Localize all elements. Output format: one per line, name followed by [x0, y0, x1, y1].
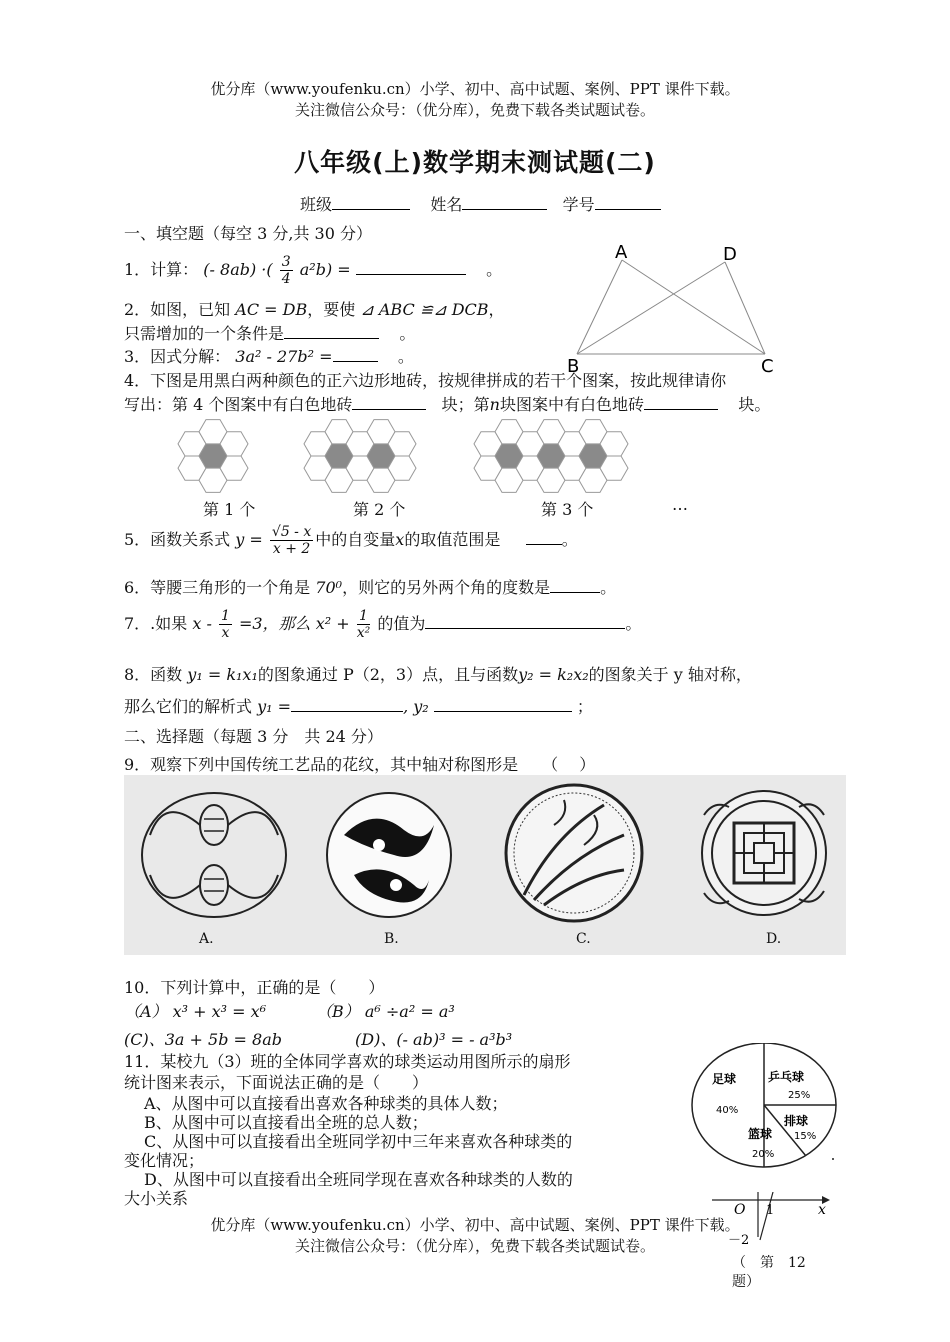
question-9: 9．观察下列中国传统工艺品的花纹，其中轴对称图形是 （ ）	[124, 755, 596, 774]
option-d-image[interactable]	[702, 791, 826, 915]
q3-end: 。	[397, 347, 414, 366]
question-7	[124, 608, 641, 641]
q1-frac-den: 4	[281, 271, 291, 287]
q1-answer-blank[interactable]	[356, 259, 466, 275]
q4-text-d: 块。	[738, 395, 771, 414]
pattern-images-panel	[124, 775, 846, 955]
number-field[interactable]	[595, 194, 661, 210]
q11-option-b[interactable]: B、从图中可以直接看出全班的总人数；	[144, 1113, 428, 1132]
q6-end: 。	[600, 578, 617, 597]
question-3	[124, 344, 414, 367]
q4-n: n	[489, 395, 500, 414]
vertex-c-label: C	[761, 356, 774, 377]
pie-pct-volleyball: 15%	[794, 1131, 817, 1142]
q8-text-b: 的图象通过 P（2，3）点，且与函数	[257, 665, 519, 684]
pie-label-basketball: 篮球	[748, 1127, 773, 1141]
q5-end: 。	[561, 530, 578, 549]
pattern-1-label: 第 1 个	[203, 500, 256, 519]
option-b-image[interactable]	[327, 793, 451, 917]
q8-answer-blank-1[interactable]	[291, 696, 403, 712]
q6-text-a: 6．等腰三角形的一个角是	[124, 578, 311, 597]
pattern-3-label: 第 3 个	[541, 500, 594, 519]
question-8-line-2	[124, 694, 593, 717]
x-axis-label: x	[818, 1202, 826, 1218]
q10-option-d[interactable]: (D)、(- ab)³ = - a³b³	[355, 1030, 513, 1049]
question-10: 10．下列计算中，正确的是（ ）	[124, 978, 385, 997]
vertex-b-label: B	[567, 356, 580, 377]
name-label: 姓名	[430, 195, 463, 214]
origin-label: O	[734, 1202, 746, 1218]
pie-chart	[688, 1043, 848, 1173]
q7-end: 。	[625, 614, 642, 633]
q5-num: √5 - x	[271, 524, 312, 540]
tick-minus2-label: －2	[728, 1233, 750, 1248]
q1-expr: (- 8ab) ·(	[203, 260, 273, 279]
pattern-2-label: 第 2 个	[353, 500, 406, 519]
class-label: 班级	[300, 195, 333, 214]
q3-prefix: 3．因式分解：	[124, 347, 231, 366]
q8-text-c: 的图象关于 y 轴对称，	[588, 665, 752, 684]
q6-angle: 70⁰	[315, 578, 343, 597]
question-11-line-2: 统计图来表示，下面说法正确的是（ ）	[124, 1073, 429, 1092]
q2-condition: AC = DB	[235, 300, 308, 319]
question-2-line-1	[124, 297, 505, 320]
q12-caption-1: （ 第 12	[732, 1255, 806, 1271]
q7-fraction-2	[357, 608, 371, 641]
header-line-2: 关注微信公众号：（优分库），免费下载各类试题试卷。	[294, 101, 655, 119]
q6-text-b: ，则它的另外两个角的度数是	[342, 578, 551, 597]
q8-text-d: 那么它们的解析式	[124, 697, 253, 716]
question-8-line-1	[124, 662, 752, 685]
q1-fraction	[280, 254, 293, 287]
q4-text-b: 块；第	[441, 395, 490, 414]
q4-text-a: 写出：第 4 个图案中有白色地砖	[124, 395, 353, 414]
question-5	[124, 524, 578, 557]
triangle-figure	[565, 238, 795, 380]
q8-end: ；	[576, 697, 593, 716]
q12-caption-2: 题）	[732, 1274, 760, 1290]
q8-y2: , y₂	[403, 697, 429, 716]
q7-text-b: 的值为	[377, 614, 426, 633]
vertex-a-label: A	[615, 242, 628, 263]
name-field[interactable]	[462, 194, 547, 210]
pie-label-volleyball: 排球	[784, 1114, 809, 1128]
q6-answer-blank[interactable]	[550, 577, 600, 593]
q7-expr3: x² +	[315, 614, 350, 633]
pie-pct-basketball: 20%	[752, 1149, 775, 1160]
option-d-label[interactable]: D.	[766, 931, 782, 947]
q8-y1: y₁ =	[257, 697, 292, 716]
footer-line-2: 关注微信公众号：（优分库），免费下载各类试题试卷。	[294, 1237, 655, 1255]
question-4-line-1: 4．下图是用黑白两种颜色的正六边形地砖，按规律拼成的若干个图案，按此规律请你	[124, 371, 727, 390]
q4-text-c: 块图案中有白色地砖	[499, 395, 644, 414]
hexagon-patterns	[170, 414, 710, 502]
pie-pct-pingpong: 25%	[788, 1090, 811, 1101]
question-1	[124, 254, 502, 287]
section-1-heading: 一、填空题（每空 3 分,共 30 分）	[124, 224, 372, 243]
edge-ac	[622, 260, 765, 354]
q2-text-d: 只需增加的一个条件是	[124, 324, 285, 343]
q8-answer-blank-2[interactable]	[434, 696, 572, 712]
q11-option-c-line-1[interactable]: C、从图中可以直接看出全班同学初中三年来喜欢各种球类的	[144, 1132, 573, 1151]
student-info	[300, 192, 661, 215]
q10-option-a[interactable]: （A） x³ + x³ = x⁶	[124, 1002, 267, 1021]
q2-text-b: ，要使	[307, 300, 356, 319]
q7-text-a: 7．.如果	[124, 614, 188, 633]
q3-expr: 3a² - 27b² =	[235, 347, 333, 366]
q10-option-c[interactable]: (C)、3a + 5b = 8ab	[124, 1030, 282, 1049]
question-4-line-2	[124, 392, 770, 415]
q5-y: y =	[235, 530, 263, 549]
q7-answer-blank[interactable]	[425, 613, 625, 629]
option-a-image[interactable]	[142, 793, 286, 917]
q7-frac2-num: 1	[357, 608, 371, 625]
q2-text-a: 2．如图，已知	[124, 300, 231, 319]
q7-frac1-den: x	[221, 625, 230, 641]
pie-label-football: 足球	[712, 1072, 737, 1086]
option-b-label[interactable]: B.	[384, 931, 399, 947]
q5-text-b: 中的自变量	[315, 530, 396, 549]
q7-expr2: =3，那么	[239, 614, 311, 633]
q11-option-d-line-1[interactable]: D、从图中可以直接看出全班同学现在喜欢各种球类的人数的	[144, 1170, 573, 1189]
header-line-1: 优分库（www.youfenku.cn）小学、初中、高中试题、案例、PPT 课件下载。	[210, 80, 740, 98]
pattern-ellipsis: …	[672, 495, 688, 514]
question-6	[124, 575, 616, 598]
pie-label-pingpong: 乒乓球	[768, 1070, 805, 1084]
q2-congruence: ⊿ ABC ≌⊿ DCB	[360, 300, 489, 319]
q5-fraction	[270, 524, 313, 557]
q11-option-d-line-2: 大小关系	[124, 1189, 189, 1208]
option-c-label[interactable]: C.	[576, 931, 591, 947]
q1-end: 。	[486, 260, 503, 279]
q11-option-c-line-2: 变化情况；	[124, 1151, 205, 1170]
q3-answer-blank[interactable]	[333, 346, 378, 362]
q1-frac-num: 3	[281, 254, 291, 270]
q5-den: x + 2	[272, 541, 311, 557]
q5-x: x	[395, 530, 405, 549]
q1-prefix: 1．计算：	[124, 260, 199, 279]
edge-dc	[725, 262, 765, 354]
q10-option-b[interactable]: （B） a⁶ ÷a² = a³	[316, 1002, 455, 1021]
question-2-line-2	[124, 321, 415, 344]
class-field[interactable]	[332, 194, 410, 210]
q7-fraction-1	[219, 608, 232, 641]
q8-text-a: 8．函数	[124, 665, 183, 684]
q7-frac2-den: x²	[356, 625, 371, 641]
tick-1-label: 1	[766, 1203, 775, 1218]
q11-option-a[interactable]: A、从图中可以直接看出喜欢各种球类的具体人数；	[144, 1094, 508, 1113]
number-label: 学号	[562, 195, 595, 214]
footer-line-1: 优分库（www.youfenku.cn）小学、初中、高中试题、案例、PPT 课件下载。	[210, 1216, 740, 1234]
q8-func-2: y₂ = k₂x₂	[518, 665, 589, 684]
q4-answer-blank-2[interactable]	[644, 394, 718, 410]
page-title: 八年级(上)数学期末测试题(二)	[294, 148, 656, 177]
q2-answer-blank[interactable]	[284, 323, 379, 339]
q8-func-1: y₁ = k₁x₁	[187, 665, 258, 684]
pie-pct-football: 40%	[716, 1105, 739, 1116]
q1-expr2: a²b) =	[299, 260, 351, 279]
section-2-heading: 二、选择题（每题 3 分 共 24 分）	[124, 727, 383, 746]
pattern-images	[124, 775, 846, 955]
q2-text-c: ，	[488, 300, 505, 319]
q5-answer-blank[interactable]	[526, 529, 562, 545]
question-11-line-1: 11．某校九（3）班的全体同学喜欢的球类运动用图所示的扇形	[124, 1052, 571, 1071]
vertex-d-label: D	[723, 244, 737, 265]
q4-answer-blank-1[interactable]	[352, 394, 426, 410]
q7-frac1-num: 1	[220, 608, 230, 624]
q7-expr1: x -	[192, 614, 212, 633]
q2-end: 。	[399, 324, 416, 343]
option-c-image[interactable]	[506, 785, 642, 921]
option-a-label[interactable]: A.	[199, 931, 214, 947]
q5-text-c: 的取值范围是	[404, 530, 501, 549]
q5-text-a: 5．函数关系式	[124, 530, 231, 549]
